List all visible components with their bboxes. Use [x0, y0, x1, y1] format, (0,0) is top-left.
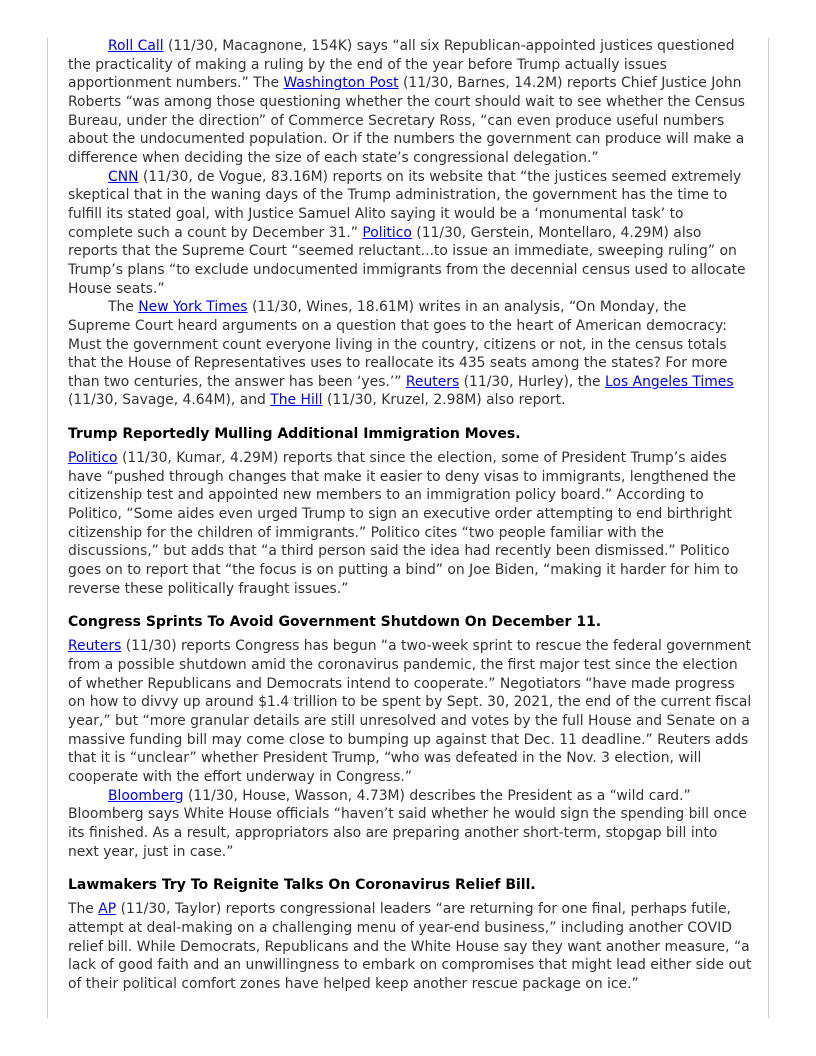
new-york-times-link[interactable]: New York Times: [138, 299, 248, 316]
reuters-link[interactable]: Reuters: [68, 638, 122, 655]
article1-paragraph1: Roll Call (11/30, Macagnone, 154K) says “all six Republican-appointed justices questioned the practicality of making a ruling by the end of the year before Trump actually issues apportionment numbers.” The Washington Post (11/30, Barnes, 14.2M) reports Chief Justice John Roberts “was among those questioning whether the court should wait to see whether the Census Bureau, under the direction” of Commerce Secretary Ross, “can even produce useful numbers about the undocumented population. Or if the numbers the government can produce will make a difference when deciding the size of each state’s congressional delegation.”: [68, 38, 746, 166]
article4-paragraph1: The AP (11/30, Taylor) reports congressional leaders “are returning for one final, perhaps futile, attempt at deal-making on a challenging menu of year-end business,” including another COVID relief bill. While Democrats, Republicans and the White House say they want another measure, “a lack of good faith and an unwillingness to embark on compromises that might lead either side out of their political comfort zones have helped keep another rescue package on ice.”: [68, 901, 752, 992]
newsletter-body: [68, 37, 752, 994]
right-margin-rule: [768, 38, 769, 1018]
reuters-link[interactable]: Reuters: [405, 373, 460, 390]
bloomberg-link[interactable]: Bloomberg: [108, 787, 184, 804]
article2-headline: Trump Reportedly Mulling Additional Immigration Moves.: [68, 426, 521, 443]
article3-paragraph2: Bloomberg (11/30, House, Wasson, 4.73M) describes the President as a “wild card.” Bloomberg says White House officials “haven’t said whether he would sign the spending bill once its finished. As a result, appropriators also are preparing another short-term, stopgap bill into next year, just in case.”: [68, 787, 747, 860]
ap-link[interactable]: AP: [98, 901, 117, 918]
roll-call-link[interactable]: Roll Call: [108, 38, 164, 54]
cnn-link[interactable]: CNN: [108, 168, 139, 185]
article2-paragraph1: Politico (11/30, Kumar, 4.29M) reports that since the election, some of President Trump’s aides have “pushed through changes that make it easier to deny visas to immigrants, lengthened the citizenship test and appointed new members to an immigration policy board.” According to Politico, “Some aides even urged Trump to sign an executive order attempting to end birthright citizenship for the children of immigrants.” Politico cites “two people familiar with the discussions,” but adds that “a third person said the idea had recently been dismissed.” Politico goes on to report that “the focus is on putting a bind” on Joe Biden, “making it harder for him to reverse these politically fraught issues.”: [68, 450, 739, 597]
politico-link[interactable]: Politico: [68, 450, 118, 467]
article1-paragraph3: The New York Times (11/30, Wines, 18.61M) writes in an analysis, “On Monday, the Supreme Court heard arguments on a question that goes to the heart of American democracy: Must the government count everyone living in the country, citizens or not, in the census totals that the House of Representatives uses to reallocate its 435 seats among the states? For more than two centuries, the answer has been ‘yes.’” Reuters (11/30, Hurley), the Los Angeles Times (11/30, Savage, 4.64M), and The Hill (11/30, Kruzel, 2.98M) also report.: [68, 299, 734, 409]
article1-paragraph2: CNN (11/30, de Vogue, 83.16M) reports on its website that “the justices seemed extremely skeptical that in the waning days of the Trump administration, the government has the time to fulfill its stated goal, with Justice Samuel Alito saying it would be a ‘monumental task’ to complete such a count by December 31.” Politico (11/30, Gerstein, Montellaro, 4.29M) also reports that the Supreme Court “seemed reluctant...to issue an immediate, sweeping ruling” on Trump’s plans “to exclude undocumented immigrants from the decennial census used to allocate House seats.”: [68, 168, 746, 297]
politico-link[interactable]: Politico: [362, 224, 412, 241]
washington-post-link[interactable]: Washington Post: [283, 75, 399, 92]
article3-headline: Congress Sprints To Avoid Government Shutdown On December 11.: [68, 614, 602, 631]
article3-paragraph1: Reuters (11/30) reports Congress has begun “a two-week sprint to rescue the federal government from a possible shutdown amid the coronavirus pandemic, the first major test since the election of whether Republicans and Democrats intend to cooperate.” Negotiators “have made progress on how to divvy up around $1.4 trillion to be spent by Sept. 30, 2021, the end of the current fiscal year,” but “more granular details are still unresolved and votes by the full House and Senate on a massive funding bill may come close to bumping up against that Dec. 11 deadline.” Reuters adds that it is “unclear” whether President Trump, “who was defeated in the Nov. 3 election, will cooperate with the effort underway in Congress.”: [68, 638, 752, 785]
article4-headline: Lawmakers Try To Reignite Talks On Coronavirus Relief Bill.: [68, 877, 536, 894]
the-hill-link[interactable]: The Hill: [270, 392, 323, 409]
los-angeles-times-link[interactable]: Los Angeles Times: [604, 373, 734, 390]
left-margin-rule: [47, 38, 48, 1018]
